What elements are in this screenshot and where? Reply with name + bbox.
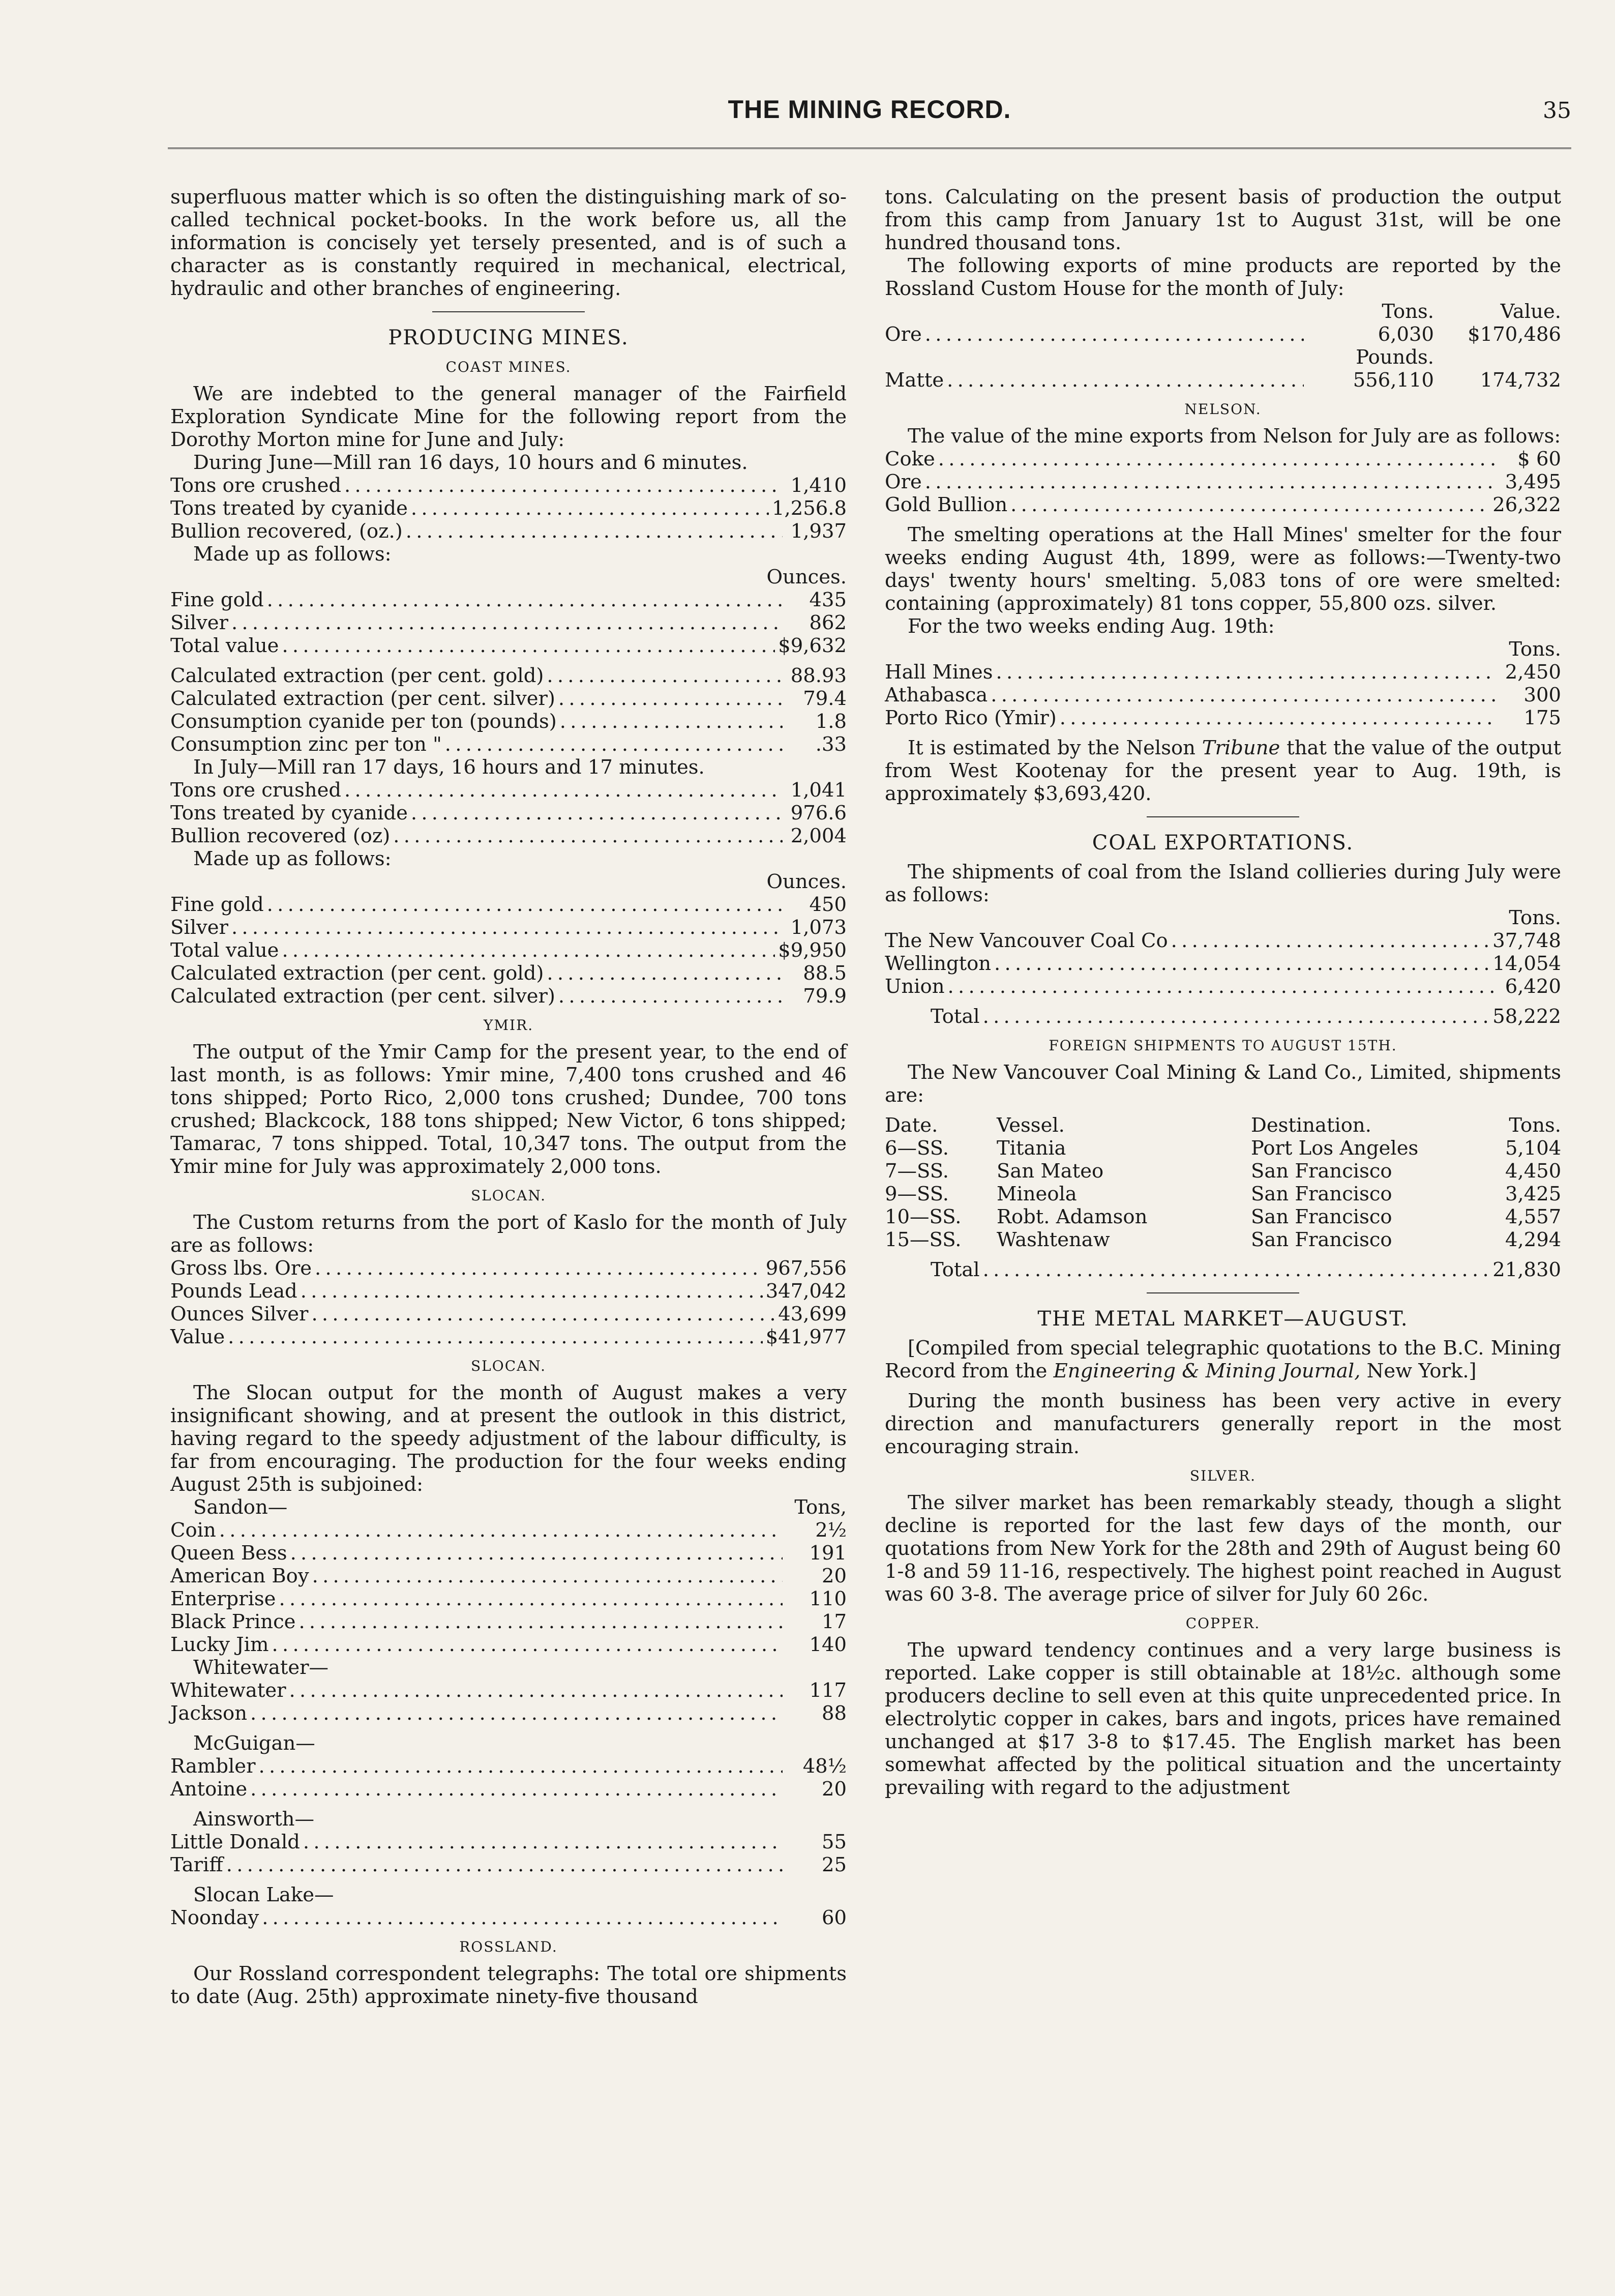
subhead-ymir: YMIR.	[483, 1017, 534, 1034]
leader-dots	[558, 687, 783, 710]
coast-paragraph: We are indebted to the general manager of the Fairfield Exploration Syndicate Mine for the following report from the Dorothy Morton mine for June and July:	[170, 382, 847, 451]
table-row	[170, 611, 847, 634]
shipment-vessel: Titania	[997, 1137, 1066, 1160]
journal-title: THE MINING RECORD.	[728, 95, 1011, 124]
row-value: 55	[822, 1831, 847, 1853]
row-value: 140	[809, 1633, 847, 1656]
coal-paragraph: The shipments of coal from the Island collieries during July were as follows:	[885, 861, 1561, 906]
table-row	[170, 474, 847, 497]
table-row	[885, 929, 1561, 952]
row-label: Jackson	[170, 1702, 248, 1725]
row-value: 60	[822, 1906, 847, 1929]
table-row	[170, 1542, 847, 1565]
value-header: Value.	[1500, 300, 1561, 323]
subhead-silver: SILVER.	[1189, 1467, 1257, 1484]
shipment-dest: Port Los Angeles	[1251, 1137, 1419, 1160]
table-row	[170, 520, 847, 543]
estimate-paragraph: It is estimated by the Nelson Tribune that the value of the output from West Kootenay for the present year to Aug. 19th, is approximately $3,693,420.	[885, 737, 1561, 805]
row-value: 862	[809, 611, 847, 634]
june-extraction-table	[170, 664, 847, 756]
copper-paragraph: The upward tendency continues and a very large business is reported. Lake copper is still obtainable at 18½c. although some producers decline to sell even at this quite unprecedented price. In electrolytic copper in cakes, bars and ingots, prices have remained unchanged at $17 3-8 to $17.45. The English market has been somewhat affected by the political situation and the uncertainty prevailing with regard to the adjustment	[885, 1639, 1561, 1799]
leader-dots	[344, 474, 783, 497]
table-row	[170, 1679, 847, 1702]
row-value: 967,556	[765, 1257, 847, 1280]
row-value: 88	[822, 1702, 847, 1725]
leader-dots	[298, 1610, 783, 1633]
header-rule	[168, 148, 1571, 149]
row-label: Union	[885, 975, 945, 998]
made-up-label-july: Made up as follows:	[193, 847, 392, 870]
leader-dots	[250, 1702, 783, 1725]
row-value: 1,256.8	[772, 497, 847, 520]
row-value: 1.8	[815, 710, 847, 733]
row-label: American Boy	[170, 1565, 309, 1587]
tons-header: Tons.	[1382, 300, 1434, 323]
table-row	[170, 1853, 847, 1876]
row-label: Porto Rico (Ymir)	[885, 707, 1057, 729]
matte-row	[885, 369, 1561, 392]
row-label: Total value	[170, 634, 279, 657]
table-row	[885, 1205, 1561, 1228]
leader-dots	[228, 1326, 763, 1348]
shipment-date: 6—SS.	[885, 1137, 949, 1160]
leader-dots	[996, 661, 1497, 684]
table-row	[170, 634, 847, 657]
table-row	[170, 939, 847, 962]
exports-paragraph: The following exports of mine products are reported by the Rossland Custom House for the month of July:	[885, 254, 1561, 300]
june-table	[170, 474, 847, 543]
leader-dots	[938, 448, 1497, 470]
page-header	[168, 95, 1571, 130]
separator	[1147, 816, 1299, 817]
row-label: Consumption cyanide per ton (pounds)	[170, 710, 557, 733]
leader-dots	[1171, 929, 1490, 952]
date-header: Date.	[885, 1114, 938, 1137]
row-label: Consumption zinc per ton "	[170, 733, 442, 756]
shipment-tons: 4,294	[1505, 1228, 1562, 1251]
separator	[432, 311, 585, 312]
row-value: 175	[1523, 707, 1561, 729]
ymir-paragraph: The output of the Ymir Camp for the present year, to the end of last month, is as follows: Ymir mine, 7,400 tons crushed and 46 tons shipped; Porto Rico, 2,000 tons crushed; Dundee, 700 tons crushed; Blackcock, 188 tons shipped; New Victor, 6 tons shipped; Tamarac, 7 tons shipped. Total, 10,347 tons. The output from the Ymir mine for July was approximately 2,000 tons.	[170, 1041, 847, 1178]
row-value: $9,950	[778, 939, 847, 962]
subhead-slocan-2: SLOCAN.	[471, 1358, 546, 1374]
silver-paragraph: The silver market has been remarkably steady, though a slight decline is reported for the last few days of the month, our quotations from New York for the 28th and 29th of August being 60 1-8 and 59 11-16, respectively. The highest point reached in August was 60 3-8. The average price of silver for July 60 26c.	[885, 1491, 1561, 1606]
row-label: Ounces Silver	[170, 1303, 309, 1326]
july-table	[170, 779, 847, 847]
table-row	[170, 962, 847, 985]
separator	[1147, 1292, 1299, 1293]
row-label: Tariff	[170, 1853, 223, 1876]
table-row	[170, 1831, 847, 1853]
row-value: 26,322	[1492, 493, 1561, 516]
leader-dots	[289, 1679, 783, 1702]
row-value: 450	[809, 893, 847, 916]
shipment-dest: San Francisco	[1251, 1205, 1392, 1228]
row-label: Tons ore crushed	[170, 474, 342, 497]
left-column	[170, 186, 847, 2008]
table-row	[885, 1228, 1561, 1251]
table-row	[170, 1280, 847, 1303]
table-row	[885, 1183, 1561, 1205]
subhead-rossland: ROSSLAND.	[459, 1938, 558, 1955]
row-value: 1,041	[790, 779, 847, 802]
leader-dots	[226, 1853, 783, 1876]
leader-dots	[231, 916, 783, 939]
subhead-coast-mines: COAST MINES.	[445, 359, 572, 375]
leader-dots	[925, 470, 1497, 493]
matte-label: Matte	[885, 369, 944, 392]
leader-dots	[290, 1542, 783, 1565]
matte-pounds: 556,110	[1353, 369, 1434, 392]
row-value: $ 60	[1517, 448, 1561, 470]
section-title-producing-mines: PRODUCING MINES.	[388, 326, 629, 349]
leader-dots	[282, 634, 775, 657]
section-title-metal-market: THE METAL MARKET—AUGUST.	[1037, 1307, 1409, 1331]
intro-paragraph: superfluous matter which is so often the distinguishing mark of so-called technical pocket-books. In the work before us, all the information is concisely yet tersely presented, and is of such a character as is constantly required in mechanical, electrical, hydraulic and other branches of engineering.	[170, 186, 847, 300]
shipment-dest: San Francisco	[1251, 1183, 1392, 1205]
shipments-total-label: Total	[931, 1258, 980, 1281]
vessel-header: Vessel.	[997, 1114, 1065, 1137]
subhead-slocan: SLOCAN.	[471, 1187, 546, 1204]
table-row	[170, 1906, 847, 1929]
tons-header: Tons,	[794, 1496, 847, 1519]
leader-dots	[393, 825, 783, 847]
leader-dots	[445, 733, 783, 756]
coal-total-row	[885, 1005, 1561, 1028]
ore-tons: 6,030	[1378, 323, 1434, 346]
row-value: 435	[809, 588, 847, 611]
continued-paragraph: tons. Calculating on the present basis of production the output from this camp from January 1st to August 31st, will be one hundred thousand tons.	[885, 186, 1561, 254]
shipments-total-value: 21,830	[1492, 1258, 1561, 1281]
leader-dots	[315, 1257, 763, 1280]
row-label: Silver	[170, 916, 228, 939]
row-label: Pounds Lead	[170, 1280, 297, 1303]
pounds-header-row	[885, 346, 1561, 369]
table-row	[170, 710, 847, 733]
leader-dots	[279, 1587, 783, 1610]
row-value: 1,410	[790, 474, 847, 497]
table-row	[170, 985, 847, 1008]
metal-paragraph: During the month business has been very active in every direction and manufacturers generally report in the most encouraging strain.	[885, 1390, 1561, 1458]
row-value: $9,632	[778, 634, 847, 657]
row-value: .33	[815, 733, 847, 756]
smelting-paragraph: The smelting operations at the Hall Mines' smelter for the four weeks ending August 4th, 1899, were as follows:—Twenty-two days' twenty hours' smelting. 5,083 tons of ore were smelted: containing (approximately) 81 tons copper, 55,800 ozs. silver.	[885, 523, 1561, 615]
slocan-lake-label: Slocan Lake—	[193, 1883, 334, 1906]
row-label: Lucky Jim	[170, 1633, 269, 1656]
whitewater-table	[170, 1679, 847, 1725]
right-column	[885, 186, 1561, 1799]
destination-header: Destination.	[1251, 1114, 1371, 1137]
made-up-label: Made up as follows:	[193, 543, 392, 566]
shipment-dest: San Francisco	[1251, 1228, 1392, 1251]
slocan-paragraph: The Custom returns from the port of Kaslo for the month of July are as follows:	[170, 1211, 847, 1257]
row-label: Gross lbs. Ore	[170, 1257, 312, 1280]
row-label: Calculated extraction (per cent. silver)	[170, 985, 555, 1008]
row-value: 2,004	[790, 825, 847, 847]
leader-dots	[558, 985, 783, 1008]
leader-dots	[994, 952, 1489, 975]
tons-header: Tons.	[1509, 1114, 1561, 1137]
july-metal-table	[170, 893, 847, 1008]
matte-value: 174,732	[1480, 369, 1561, 392]
row-label: Coke	[885, 448, 935, 470]
row-label: Gold Bullion	[885, 493, 1008, 516]
row-label: Antoine	[170, 1778, 248, 1801]
row-label: Hall Mines	[885, 661, 993, 684]
table-row	[170, 916, 847, 939]
row-value: 3,495	[1505, 470, 1561, 493]
shipment-date: 7—SS.	[885, 1160, 949, 1183]
row-value: 20	[822, 1778, 847, 1801]
ore-value: $170,486	[1468, 323, 1561, 346]
row-label: Little Donald	[170, 1831, 300, 1853]
row-value: 48½	[802, 1755, 847, 1778]
shipment-vessel: San Mateo	[997, 1160, 1104, 1183]
sandon-label: Sandon—	[193, 1496, 288, 1519]
shipment-tons: 4,557	[1505, 1205, 1562, 1228]
row-label: Value	[170, 1326, 225, 1348]
coal-table	[885, 929, 1561, 998]
row-value: 88.5	[803, 962, 847, 985]
table-row	[170, 733, 847, 756]
table-row	[885, 661, 1561, 684]
rossland-paragraph: Our Rossland correspondent telegraphs: The total ore shipments to date (Aug. 25th) approximate ninety-five thousand	[170, 1962, 847, 2008]
table-row	[170, 1303, 847, 1326]
leader-dots	[250, 1778, 783, 1801]
row-label: Black Prince	[170, 1610, 296, 1633]
ainsworth-label: Ainsworth—	[193, 1808, 314, 1831]
nelson-paragraph: The value of the mine exports from Nelson for July are as follows:	[908, 425, 1561, 448]
row-value: $41,977	[765, 1326, 847, 1348]
shipments-total-row	[885, 1258, 1561, 1281]
table-row	[170, 1633, 847, 1656]
leader-dots	[231, 611, 783, 634]
row-value: 1,073	[790, 916, 847, 939]
table-row	[170, 1565, 847, 1587]
row-value: 6,420	[1505, 975, 1561, 998]
table-row	[885, 975, 1561, 998]
row-label: Rambler	[170, 1755, 256, 1778]
june-line: During June—Mill ran 16 days, 10 hours and 6 minutes.	[193, 451, 748, 474]
section-title-coal: COAL EXPORTATIONS.	[1092, 831, 1354, 855]
row-value: 117	[809, 1679, 847, 1702]
table-row	[170, 588, 847, 611]
leader-dots	[411, 802, 783, 825]
row-label: Bullion recovered, (oz.)	[170, 520, 403, 543]
row-label: Whitewater	[170, 1679, 286, 1702]
row-label: Total value	[170, 939, 279, 962]
mcguigan-table	[170, 1755, 847, 1801]
row-value: 300	[1523, 684, 1561, 707]
row-label: Tons treated by cyanide	[170, 802, 408, 825]
shipment-date: 15—SS.	[885, 1228, 962, 1251]
table-row	[170, 802, 847, 825]
leader-dots	[1010, 493, 1489, 516]
shipments-table	[885, 1137, 1561, 1251]
ore-row	[885, 323, 1561, 346]
row-label: Enterprise	[170, 1587, 276, 1610]
row-value: 43,699	[778, 1303, 847, 1326]
pounds-header: Pounds.	[1356, 346, 1434, 369]
table-row	[885, 448, 1561, 470]
table-row	[885, 707, 1561, 729]
shipment-tons: 5,104	[1505, 1137, 1562, 1160]
two-weeks-line: For the two weeks ending Aug. 19th:	[908, 615, 1275, 638]
metal-note: [Compiled from special telegraphic quotations to the B.C. Mining Record from the Engineering & Mining Journal, New York.]	[885, 1337, 1561, 1382]
row-value: 79.9	[803, 985, 847, 1008]
table-row	[170, 497, 847, 520]
june-metal-table	[170, 588, 847, 657]
ounces-header-july: Ounces.	[766, 870, 847, 893]
leader-dots	[948, 975, 1497, 998]
table-row	[885, 1160, 1561, 1183]
row-label: Tons treated by cyanide	[170, 497, 408, 520]
page-number: 35	[1543, 98, 1571, 124]
row-value: 37,748	[1492, 929, 1561, 952]
row-value: 25	[822, 1853, 847, 1876]
table-row	[170, 1519, 847, 1542]
tons-header-2: Tons.	[1509, 638, 1561, 661]
table-row	[170, 1702, 847, 1725]
subhead-foreign: FOREIGN SHIPMENTS TO AUGUST 15TH.	[1049, 1037, 1397, 1054]
hall-mines-table	[885, 661, 1561, 729]
table-row	[885, 470, 1561, 493]
table-row	[170, 1755, 847, 1778]
shipment-vessel: Robt. Adamson	[997, 1205, 1148, 1228]
nelson-table	[885, 448, 1561, 516]
mcguigan-label: McGuigan—	[193, 1732, 315, 1755]
slocan-lake-table	[170, 1906, 847, 1929]
table-row	[170, 687, 847, 710]
row-value: 347,042	[765, 1280, 847, 1303]
row-label: Bullion recovered (oz)	[170, 825, 391, 847]
row-value: 110	[809, 1587, 847, 1610]
kaslo-table	[170, 1257, 847, 1348]
leader-dots	[406, 520, 783, 543]
leader-dots	[344, 779, 783, 802]
leader-dots	[411, 497, 769, 520]
row-value: 14,054	[1492, 952, 1561, 975]
leader-dots	[267, 893, 783, 916]
row-value: 2½	[815, 1519, 847, 1542]
row-label: The New Vancouver Coal Co	[885, 929, 1168, 952]
row-label: Ore	[885, 470, 922, 493]
shipments-header	[885, 1114, 1561, 1137]
row-label: Silver	[170, 611, 228, 634]
coal-total-value: 58,222	[1492, 1005, 1561, 1028]
leader-dots	[267, 588, 783, 611]
row-value: 976.6	[790, 802, 847, 825]
leader-dots	[311, 1303, 775, 1326]
row-label: Wellington	[885, 952, 992, 975]
shipment-tons: 3,425	[1505, 1183, 1562, 1205]
subhead-nelson: NELSON.	[1184, 401, 1262, 418]
shipment-date: 10—SS.	[885, 1205, 962, 1228]
coal-total-label: Total	[931, 1005, 980, 1028]
row-value: 2,450	[1505, 661, 1561, 684]
july-line: In July—Mill ran 17 days, 16 hours and 17 minutes.	[193, 756, 705, 779]
table-row	[170, 1610, 847, 1633]
shipment-vessel: Mineola	[997, 1183, 1077, 1205]
table-row	[170, 1257, 847, 1280]
leader-dots	[282, 939, 775, 962]
row-label: Coin	[170, 1519, 216, 1542]
shipment-vessel: Washtenaw	[997, 1228, 1110, 1251]
leader-dots	[272, 1633, 783, 1656]
leader-dots	[301, 1280, 763, 1303]
slocan-output-paragraph: The Slocan output for the month of August makes a very insignificant showing, and at present the outlook in this district, having regard to the speedy adjustment of the labour difficulty, is far from encouraging. The production for the four weeks ending August 25th is subjoined:	[170, 1381, 847, 1496]
table-row	[170, 893, 847, 916]
leader-dots	[560, 710, 783, 733]
row-value: 20	[822, 1565, 847, 1587]
sandon-header-row	[170, 1496, 847, 1519]
leader-dots	[262, 1906, 783, 1929]
table-row	[170, 664, 847, 687]
leader-dots	[312, 1565, 783, 1587]
shipment-tons: 4,450	[1505, 1160, 1562, 1183]
leader-dots	[991, 684, 1497, 707]
row-label: Fine gold	[170, 588, 264, 611]
table-row	[170, 1326, 847, 1348]
table-row	[885, 1137, 1561, 1160]
exports-header	[885, 300, 1561, 323]
leader-dots	[258, 1755, 783, 1778]
row-label: Fine gold	[170, 893, 264, 916]
leader-dots	[219, 1519, 783, 1542]
sandon-table	[170, 1519, 847, 1656]
row-value: 17	[822, 1610, 847, 1633]
row-label: Queen Bess	[170, 1542, 287, 1565]
ounces-header: Ounces.	[766, 566, 847, 588]
row-label: Athabasca	[885, 684, 988, 707]
table-row	[885, 493, 1561, 516]
shipment-date: 9—SS.	[885, 1183, 949, 1205]
row-label: Calculated extraction (per cent. silver)	[170, 687, 555, 710]
leader-dots	[303, 1831, 783, 1853]
ore-label: Ore	[885, 323, 922, 346]
row-value: 88.93	[790, 664, 847, 687]
subhead-copper: COPPER.	[1185, 1615, 1261, 1632]
table-row	[170, 825, 847, 847]
row-label: Tons ore crushed	[170, 779, 342, 802]
row-label: Calculated extraction (per cent. gold)	[170, 664, 544, 687]
table-row	[170, 1778, 847, 1801]
row-label: Calculated extraction (per cent. gold)	[170, 962, 544, 985]
shipment-dest: San Francisco	[1251, 1160, 1392, 1183]
whitewater-label: Whitewater—	[193, 1656, 329, 1679]
table-row	[170, 1587, 847, 1610]
table-row	[170, 779, 847, 802]
foreign-paragraph: The New Vancouver Coal Mining & Land Co., Limited, shipments are:	[885, 1061, 1561, 1107]
leader-dots	[547, 962, 783, 985]
row-value: 1,937	[790, 520, 847, 543]
leader-dots	[1060, 707, 1497, 729]
table-row	[885, 684, 1561, 707]
row-value: 191	[809, 1542, 847, 1565]
leader-dots	[547, 664, 783, 687]
ainsworth-table	[170, 1831, 847, 1876]
row-label: Noonday	[170, 1906, 259, 1929]
row-value: 79.4	[803, 687, 847, 710]
tons-header-3: Tons.	[1509, 906, 1561, 929]
table-row	[885, 952, 1561, 975]
